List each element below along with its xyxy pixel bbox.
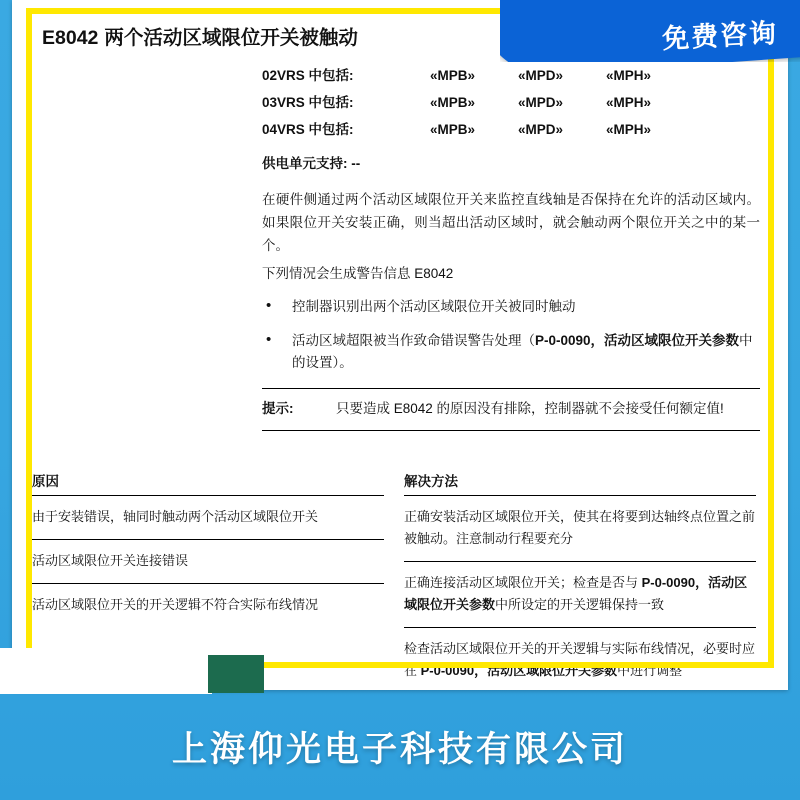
vrs-row-value: «MPH» [606, 122, 652, 137]
supply-unit-row [262, 152, 360, 172]
body-paragraph-1: 在硬件侧通过两个活动区域限位开关来监控直线轴是否保持在允许的活动区域内。如果限位开关安装正确，则当超出活动区域时，就会触动两个限位开关之中的某一个。 [262, 192, 760, 253]
solution-column-header: 解决方法 [404, 470, 756, 496]
promo-banner-label: 免费咨询 [661, 17, 779, 55]
vrs-row-value: «MPD» [518, 95, 564, 110]
vrs-row-value: «MPB» [430, 122, 476, 137]
promo-banner[interactable] [500, 0, 800, 62]
note-label: 提示: [262, 401, 294, 416]
table-row: 由于安装错误，轴同时触动两个活动区域限位开关 [32, 496, 384, 540]
solution-column [404, 470, 756, 693]
solution-text-prefix: 正确连接活动区域限位开关；检查是否与 [404, 575, 642, 590]
table-row [404, 628, 756, 693]
note-box [262, 388, 760, 431]
table-row [404, 562, 756, 628]
bullet-text-prefix: 活动区域超限被当作致命错误警告处理（ [292, 333, 535, 348]
list-item [262, 296, 762, 318]
vrs-row [262, 64, 762, 91]
table-row: 活动区域限位开关的开关逻辑不符合实际布线情况 [32, 597, 319, 612]
page-title [42, 22, 358, 50]
vrs-row-label: 03VRS 中包括: [262, 95, 354, 110]
vrs-row-value: «MPD» [518, 122, 564, 137]
vrs-row [262, 91, 762, 118]
vrs-row [262, 118, 762, 145]
cause-column [32, 470, 384, 628]
page-title-code: E8042 [42, 27, 99, 49]
table-row: 活动区域限位开关连接错误 [32, 540, 384, 584]
vrs-row-label: 04VRS 中包括: [262, 122, 354, 137]
vrs-table [262, 64, 762, 145]
table-row [404, 496, 756, 562]
vrs-row-value: «MPB» [430, 95, 476, 110]
bullet-text-bold: P-0-0090，活动区域限位开关参数 [535, 333, 740, 348]
vrs-row-value: «MPH» [606, 95, 652, 110]
vrs-row-value: «MPB» [430, 68, 476, 83]
body-paragraph-2: 下列情况会生成警告信息 E8042 [262, 266, 454, 281]
note-text: 只要造成 E8042 的原因没有排除，控制器就不会接受任何额定值! [336, 401, 724, 416]
solution-text-prefix: 检查活动区域限位开关的开关逻辑与实际布线情况，必要时应在 [404, 641, 756, 678]
solution-text-suffix: 中所设定的开关逻辑保持一致 [495, 597, 665, 612]
supply-unit-label: 供电单元支持: [262, 156, 348, 171]
vrs-row-label: 02VRS 中包括: [262, 68, 354, 83]
decor-green-wedge [208, 655, 264, 693]
document-sheet [12, 0, 788, 690]
bullet-text: 控制器识别出两个活动区域限位开关被同时触动 [292, 299, 576, 314]
list-item [262, 330, 762, 374]
bullet-list [262, 296, 762, 386]
vrs-row-value: «MPH» [606, 68, 652, 83]
solution-text: 正确安装活动区域限位开关，使其在将要到达轴终点位置之前被触动。注意制动行程要充分 [404, 509, 756, 546]
page-title-text: 两个活动区域限位开关被触动 [104, 27, 358, 49]
solution-text-suffix: 中进行调整 [617, 663, 683, 678]
solution-text-bold: P-0-0090，活动区域限位开关参数 [420, 663, 618, 678]
vrs-row-value: «MPD» [518, 68, 564, 83]
supply-unit-value: -- [351, 156, 361, 171]
cause-column-header: 原因 [32, 470, 384, 496]
solution-text-bold: P-0-0090，活动区域限位开关参数 [404, 575, 748, 612]
bullet-text-suffix: 中的设置）。 [292, 333, 753, 370]
company-name: 上海仰光电子科技有限公司 [171, 730, 628, 769]
decor-white-block [0, 648, 212, 694]
